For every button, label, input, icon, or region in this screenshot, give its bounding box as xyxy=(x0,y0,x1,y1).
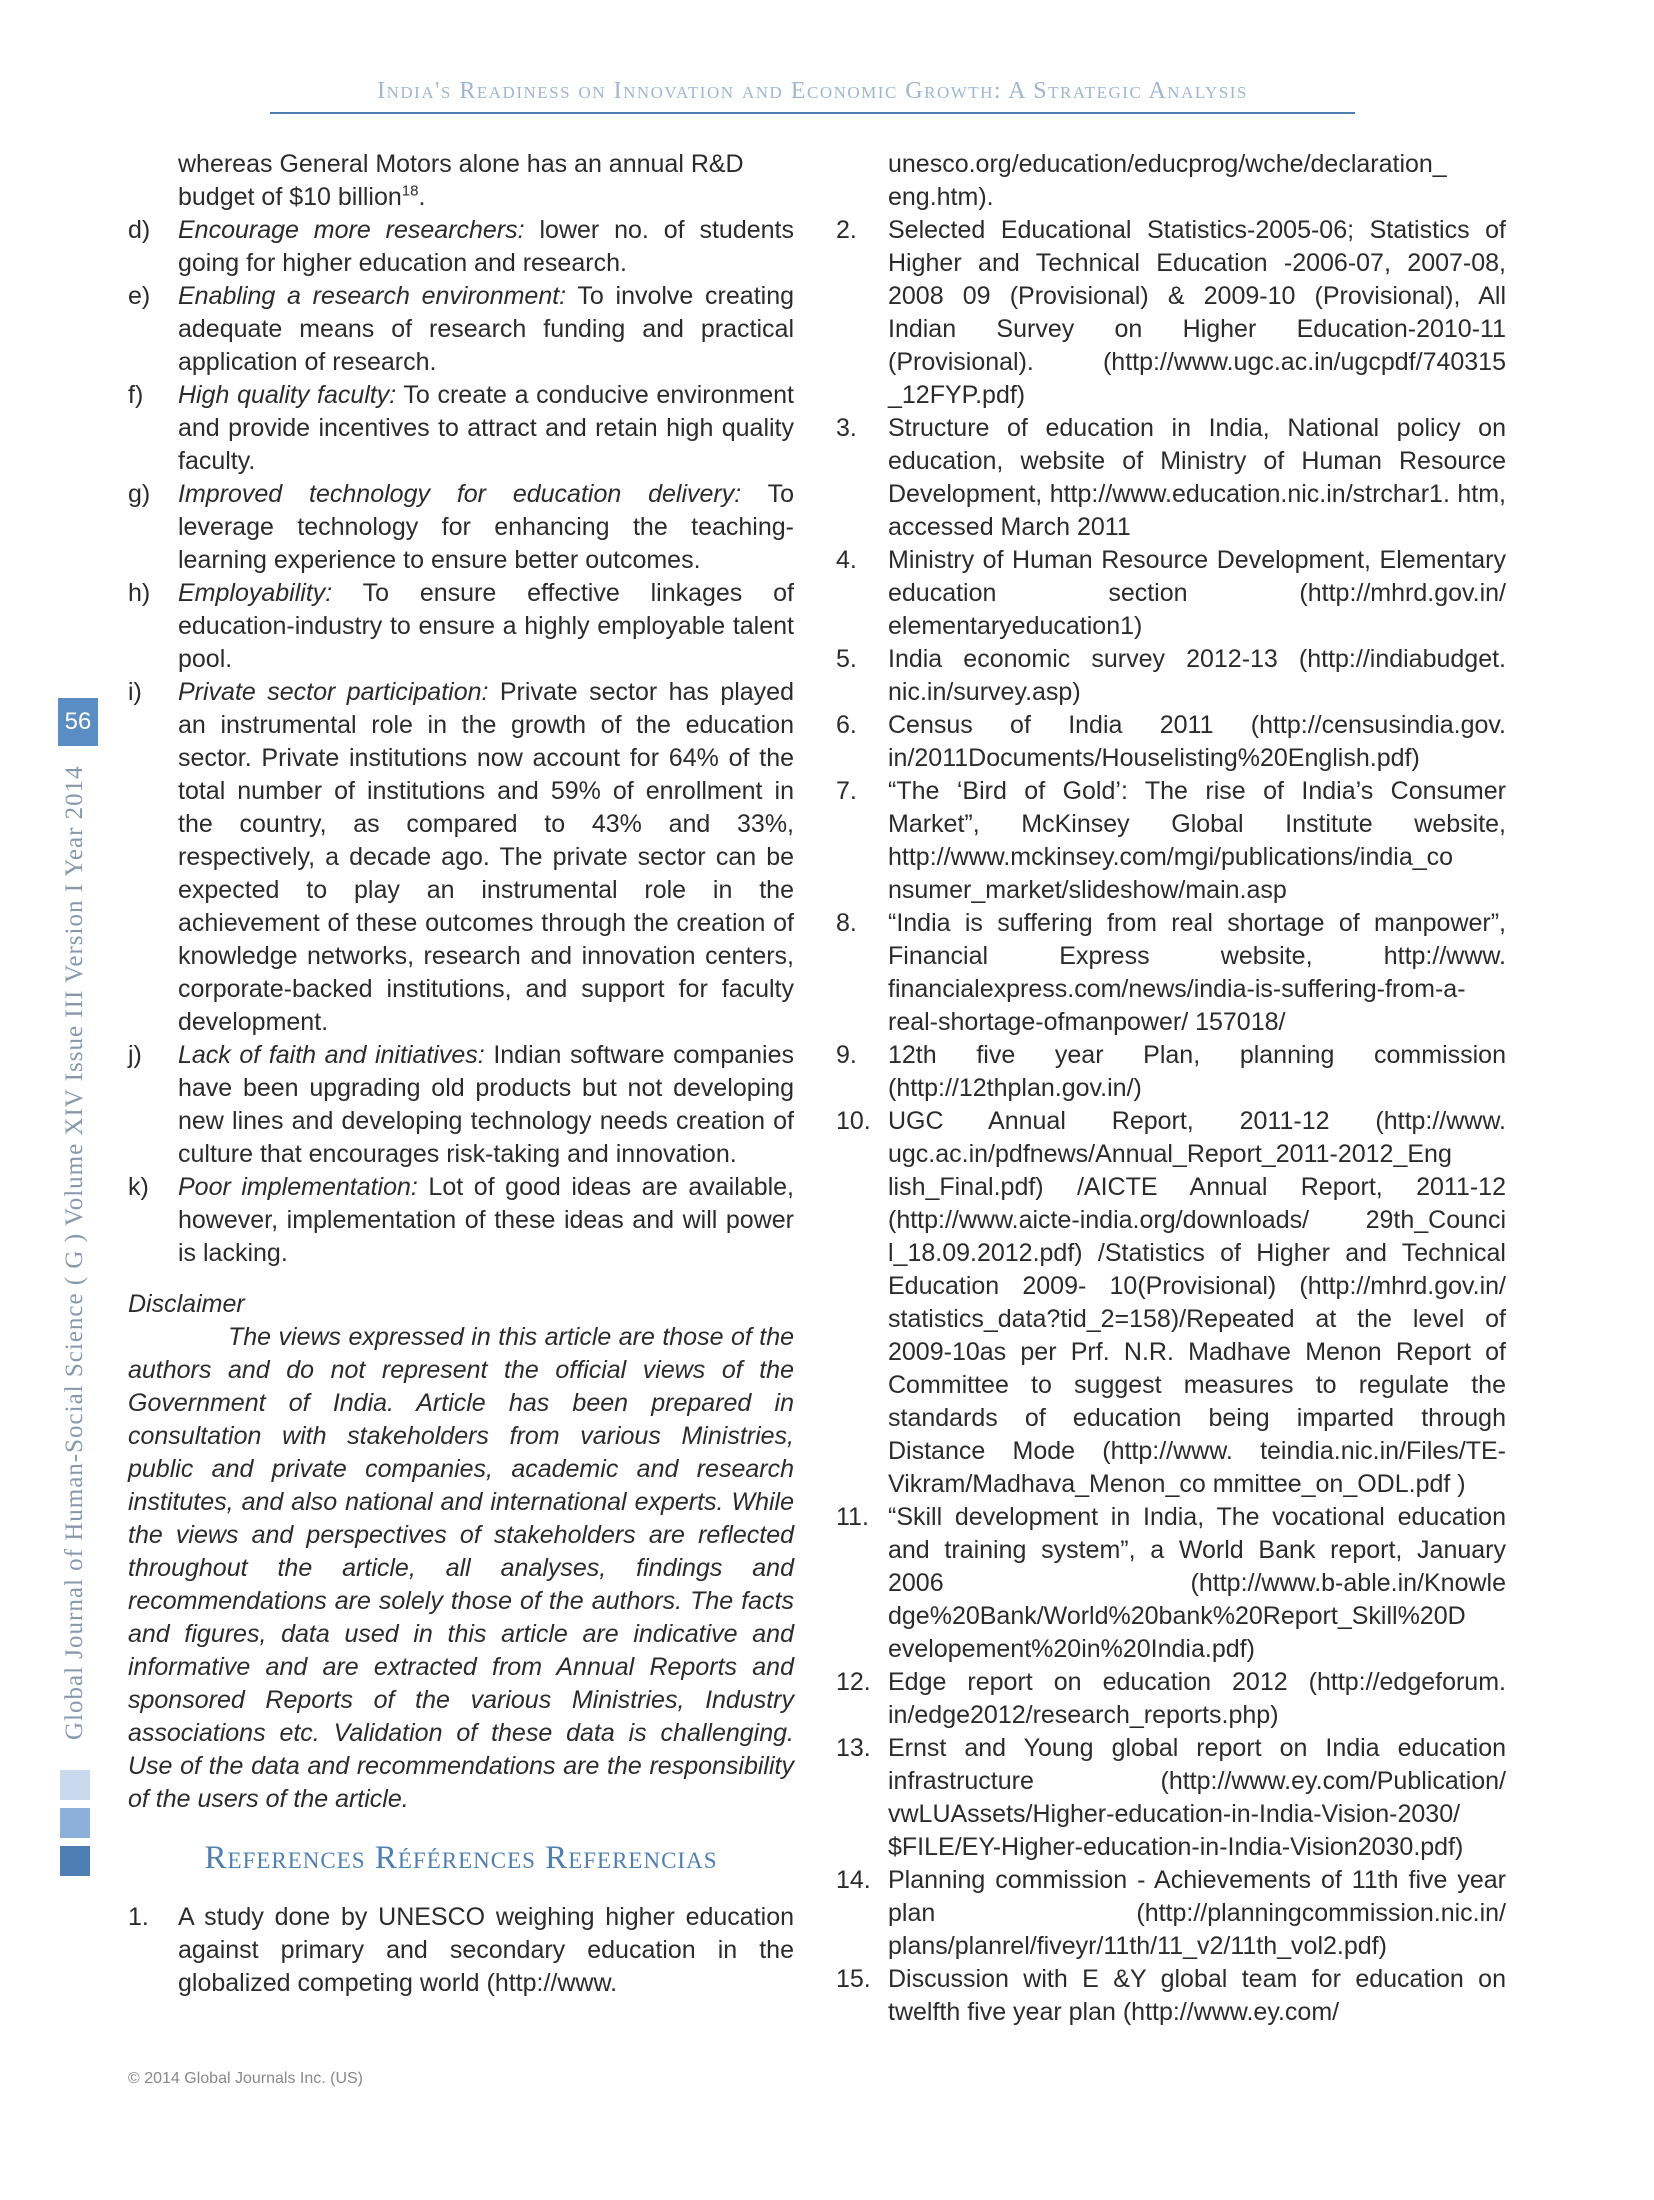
objective-body: Lot of good ideas are available, however, implementation of these ideas and will power is lacking. xyxy=(178,1173,795,1267)
reference-text: Edge report on education 2012 (http://edgeforum. in/edge2012/research_reports.php) xyxy=(888,1668,1506,1729)
objective-title: High quality faculty: xyxy=(178,381,397,409)
reference-text: Discussion with E &Y global team for education on twelfth five year plan (http://www.ey.com/ xyxy=(888,1965,1506,2026)
objective-body: To involve creating adequate means of research funding and practical application of research. xyxy=(178,282,794,376)
objective-title: Enabling a research environment: xyxy=(178,282,567,310)
objective-text xyxy=(178,478,794,577)
reference-item xyxy=(836,709,1506,775)
running-header: India's Readiness on Innovation and Economic Growth: A Strategic Analysis xyxy=(377,78,1248,104)
footnote-ref: 18 xyxy=(401,182,419,200)
decor-square-dark xyxy=(60,1846,90,1876)
reference-number: 7. xyxy=(836,777,857,805)
reference-text: “Skill development in India, The vocational education and training system”, a World Bank report, January 2006 (http://www.b-able.in/Knowle dge%20Bank/World%20bank%20Report_Skill%20D evelopement%20in%20India.pdf) xyxy=(888,1503,1506,1663)
objective-label: g) xyxy=(128,480,151,508)
reference-number: 14. xyxy=(836,1866,871,1894)
reference-text: Ernst and Young global report on India education infrastructure (http://www.ey.com/Publication/ vwLUAssets/Higher-education-in-India-Vision-2030/ $FILE/EY-Higher-education-in-India-Vision2030.pdf) xyxy=(888,1734,1506,1861)
objective-label: f) xyxy=(128,381,144,409)
objective-item xyxy=(128,577,794,676)
objective-text xyxy=(178,676,794,1039)
reference-item xyxy=(836,1666,1506,1732)
reference-item xyxy=(836,1864,1506,1963)
reference-item xyxy=(836,1732,1506,1864)
page-number-badge: 56 xyxy=(58,698,98,746)
journal-citation: Global Journal of Human-Social Science ( G ) Volume XIV Issue III Version I Year 2014 xyxy=(61,765,88,1740)
reference-item xyxy=(836,1105,1506,1501)
reference-item xyxy=(836,544,1506,643)
reference-number: 1. xyxy=(128,1903,149,1931)
objective-body: Indian software companies have been upgrading old products but not developing new lines and developing technology needs creation of culture that encourages risk-taking and innovation. xyxy=(178,1041,794,1168)
reference-number: 10. xyxy=(836,1107,871,1135)
objective-title: Poor implementation: xyxy=(178,1173,418,1201)
reference-number: 4. xyxy=(836,546,857,574)
reference-number: 5. xyxy=(836,645,857,673)
right-column xyxy=(836,148,1506,2029)
references-heading: References Références Referencias xyxy=(204,1840,718,1876)
reference-text: Census of India 2011 (http://censusindia.gov. in/2011Documents/Houselisting%20English.pdf) xyxy=(888,711,1506,772)
intro-line-2: budget of $10 billion xyxy=(178,183,402,211)
intro-line-1: whereas General Motors alone has an annual R&D xyxy=(178,150,744,178)
objective-item xyxy=(128,676,794,1039)
objective-text xyxy=(178,379,794,478)
header-rule xyxy=(270,112,1355,114)
reference-number: 9. xyxy=(836,1041,857,1069)
reference-number: 2. xyxy=(836,216,857,244)
reference-item xyxy=(836,775,1506,907)
objective-body: lower no. of students going for higher education and research. xyxy=(178,216,794,277)
objective-text xyxy=(178,1171,794,1270)
objective-title: Lack of faith and initiatives: xyxy=(178,1041,485,1069)
objective-list xyxy=(128,214,794,1270)
reference-item xyxy=(128,1901,794,2000)
reference-text: Selected Educational Statistics-2005-06; Statistics of Higher and Technical Education -2006-07, 2007-08, 2008 09 (Provisional) & 2009-10 (Provisional), All Indian Survey on Higher Education-2010-11 (Provisional). (http://www.ugc.ac.in/ugcpdf/740315 _12FYP.pdf) xyxy=(888,216,1506,409)
objective-text xyxy=(178,1039,794,1171)
objective-item xyxy=(128,1171,794,1270)
objective-body: To leverage technology for enhancing the teaching-learning experience to ensure better outcomes. xyxy=(178,480,794,574)
reference-text: A study done by UNESCO weighing higher education against primary and secondary education in the globalized competing world (http://www. xyxy=(178,1903,794,1997)
reference-item xyxy=(836,1963,1506,2029)
objective-label: k) xyxy=(128,1173,149,1201)
reference-number: 15. xyxy=(836,1965,871,1993)
reference-text: Structure of education in India, National policy on education, website of Ministry of Human Resource Development, http://www.education.nic.in/strchar1. htm, accessed March 2011 xyxy=(888,414,1506,541)
reference-number: 11. xyxy=(836,1503,869,1531)
reference-continuation: unesco.org/education/educprog/wche/declaration_ eng.htm). xyxy=(888,150,1447,211)
reference-list xyxy=(836,214,1506,2029)
decor-square-light xyxy=(60,1770,90,1800)
reference-item xyxy=(836,412,1506,544)
decor-square-medium xyxy=(60,1808,90,1838)
objective-title: Improved technology for education delivery: xyxy=(178,480,742,508)
reference-text: UGC Annual Report, 2011-12 (http://www. ugc.ac.in/pdfnews/Annual_Report_2011-2012_Eng lish_Final.pdf) /AICTE Annual Report, 2011-12 (http://www.aicte-india.org/downloads/ 29th_Counci l_18.09.2012.pdf) /Statistics of Higher and Technical Education 2009- 10(Provisional) (http://mhrd.gov.in/ statistics_data?tid_2=158)/Repeated at the level of 2009-10as per Prf. N.R. Madhave Menon Report of Committee to suggest measures to regulate the standards of education being imparted through Distance Mode (http://www. teindia.nic.in/Files/TE-Vikram/Madhava_Menon_co mmittee_on_ODL.pdf ) xyxy=(888,1107,1506,1498)
reference-text: Planning commission - Achievements of 11th five year plan (http://planningcommission.nic.in/ plans/planrel/fiveyr/11th/11_v2/11th_vol2.pdf) xyxy=(888,1866,1506,1960)
objective-title: Encourage more researchers: xyxy=(178,216,525,244)
disclaimer-text: The views expressed in this article are those of the authors and do not represent the official views of the Government of India. Article has been prepared in consultation with stakeholders from various Ministries, public and private companies, academic and research institutes, and also national and international experts. While the views and perspectives of stakeholders are reflected throughout the article, all analyses, findings and recommendations are solely those of the authors. The facts and figures, data used in this article are indicative and informative and are extracted from Annual Reports and sponsored Reports of the various Ministries, Industry associations etc. Validation of these data is challenging. Use of the data and recommendations are the responsibility of the users of the article. xyxy=(128,1323,794,1813)
objective-item xyxy=(128,214,794,280)
reference-text: “The ‘Bird of Gold’: The rise of India’s Consumer Market”, McKinsey Global Institute website, http://www.mckinsey.com/mgi/publications/india_co nsumer_market/slideshow/main.asp xyxy=(888,777,1506,904)
objective-label: i) xyxy=(128,678,142,706)
objective-body: To ensure effective linkages of education-industry to ensure a highly employable talent pool. xyxy=(178,579,794,673)
copyright-footer: © 2014 Global Journals Inc. (US) xyxy=(128,2070,364,2087)
objective-title: Private sector participation: xyxy=(178,678,489,706)
reference-item xyxy=(836,214,1506,412)
objective-item xyxy=(128,280,794,379)
reference-number: 3. xyxy=(836,414,857,442)
reference-item xyxy=(836,1039,1506,1105)
objective-item xyxy=(128,379,794,478)
reference-text: India economic survey 2012-13 (http://indiabudget. nic.in/survey.asp) xyxy=(888,645,1506,706)
objective-label: j) xyxy=(128,1041,142,1069)
reference-item xyxy=(836,907,1506,1039)
reference-text: “India is suffering from real shortage of manpower”, Financial Express website, http://www. financialexpress.com/news/india-is-suffering-from-a-real-shortage-ofmanpower/ 157018/ xyxy=(888,909,1506,1036)
reference-number: 8. xyxy=(836,909,857,937)
disclaimer-heading: Disclaimer xyxy=(128,1290,245,1318)
left-column xyxy=(128,148,794,2000)
objective-label: d) xyxy=(128,216,151,244)
objective-item xyxy=(128,1039,794,1171)
reference-text: Ministry of Human Resource Development, Elementary education section (http://mhrd.gov.in/ elementaryeducation1) xyxy=(888,546,1506,640)
objective-text xyxy=(178,214,794,280)
objective-text xyxy=(178,280,794,379)
objective-text xyxy=(178,577,794,676)
objective-label: e) xyxy=(128,282,151,310)
intro-text: whereas General Motors alone has an annual R&D budget of $10 billion$^{18}$. xyxy=(178,150,744,211)
reference-number: 6. xyxy=(836,711,857,739)
objective-title: Employability: xyxy=(178,579,333,607)
reference-number: 12. xyxy=(836,1668,871,1696)
reference-item xyxy=(836,1501,1506,1666)
reference-number: 13. xyxy=(836,1734,871,1762)
objective-body: Private sector has played an instrumental role in the growth of the education sector. Private institutions now account for 64% of the total number of institutions and 59% of enrollment in the country, as compared to 43% and 33%, respectively, a decade ago. The private sector can be expected to play an instrumental role in the achievement of these outcomes through the creation of knowledge networks, research and innovation centers, corporate-backed institutions, and support for faculty development. xyxy=(178,678,794,1036)
reference-text: 12th five year Plan, planning commission (http://12thplan.gov.in/) xyxy=(888,1041,1506,1102)
reference-item xyxy=(836,643,1506,709)
objective-item xyxy=(128,478,794,577)
objective-label: h) xyxy=(128,579,151,607)
objective-body: To create a conducive environment and provide incentives to attract and retain high quality faculty. xyxy=(178,381,794,475)
